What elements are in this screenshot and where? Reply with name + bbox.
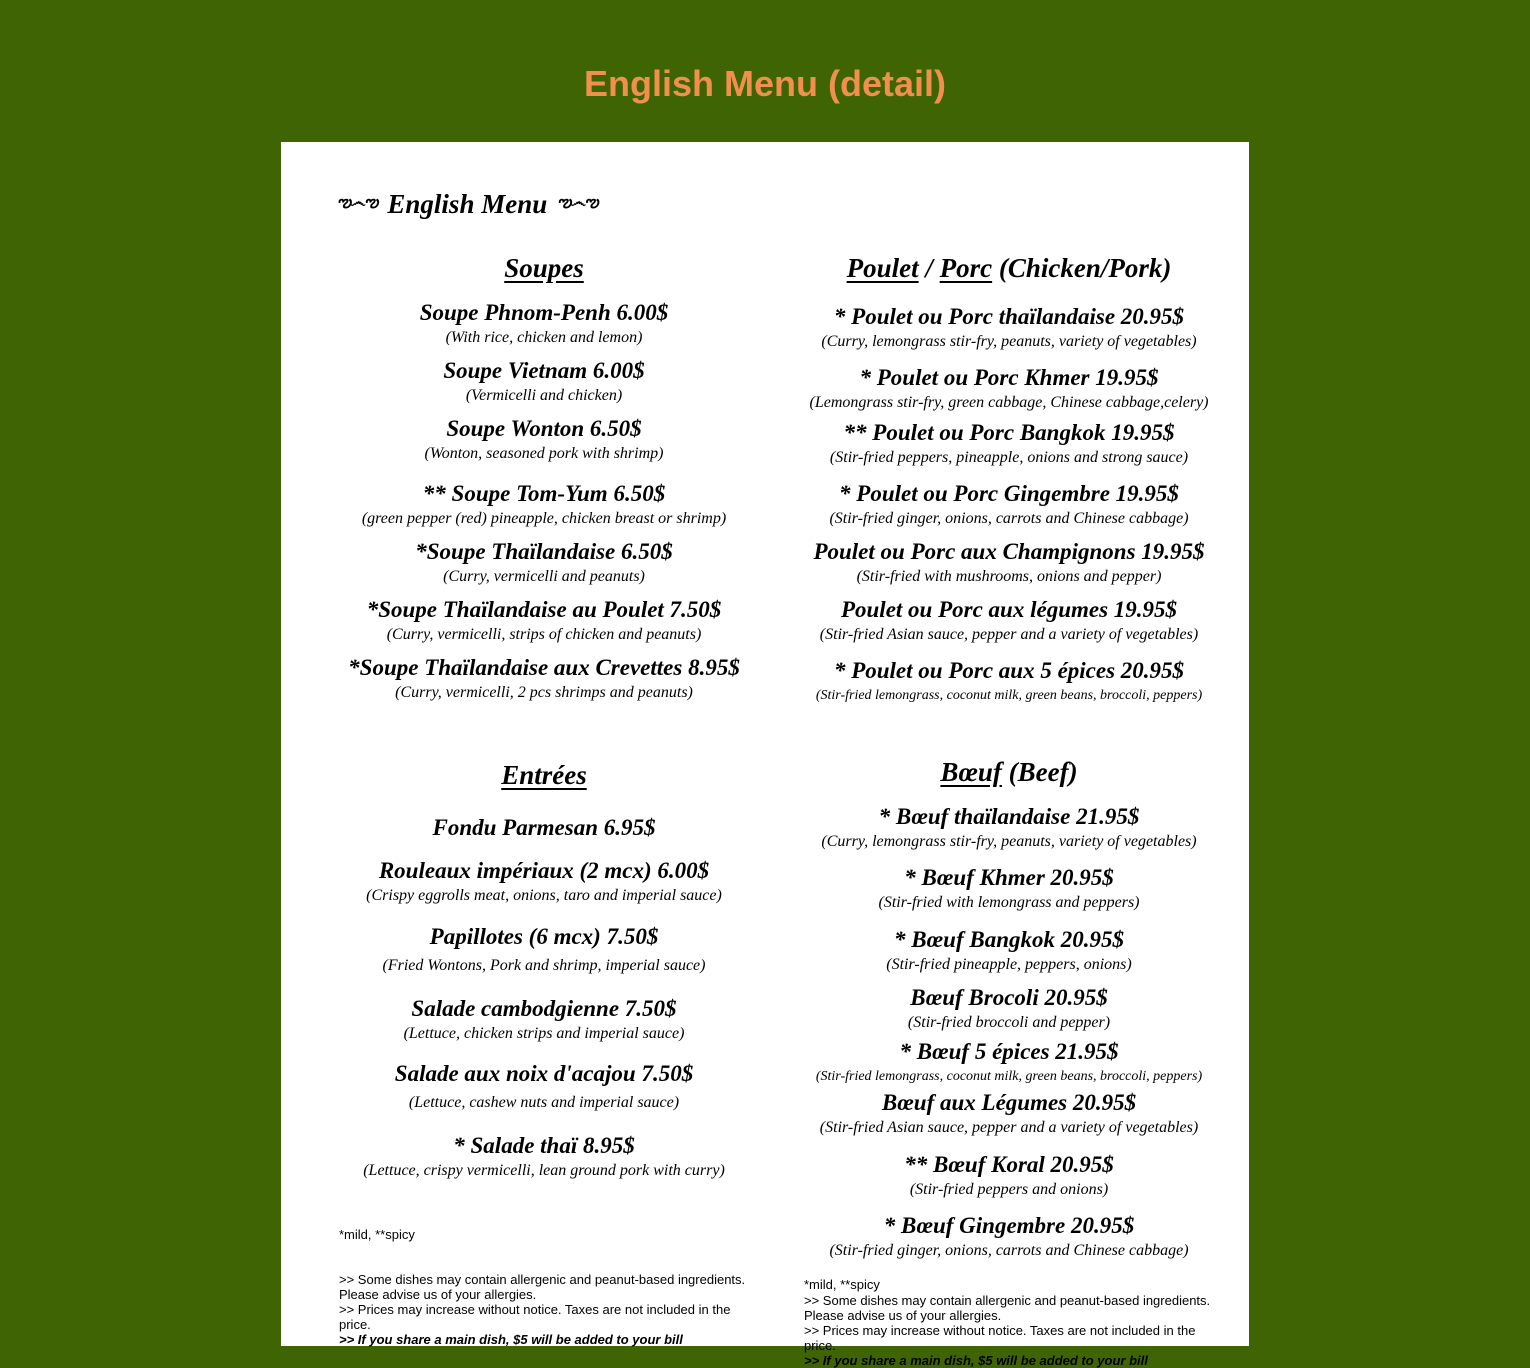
menu-item — [789, 864, 1229, 914]
item-desc: (Curry, vermicelli, strips of chicken and peanuts) — [386, 626, 702, 643]
item-name: *Soupe Thaïlandaise aux Crevettes 8.95$ — [348, 655, 740, 680]
item-desc: (Curry, vermicelli and peanuts) — [443, 568, 645, 585]
item-desc: (Stir-fried peppers and onions) — [909, 1181, 1109, 1198]
item-name: Poulet ou Porc aux légumes 19.95$ — [840, 597, 1178, 622]
item-desc: (Crispy eggrolls meat, onions, taro and imperial sauce) — [366, 887, 722, 904]
item-desc: (Stir-fried with mushrooms, onions and pepper) — [856, 568, 1162, 585]
item-name: Poulet ou Porc aux Champignons 19.95$ — [813, 539, 1205, 564]
item-name: *Soupe Thaïlandaise 6.50$ — [415, 539, 673, 564]
item-name: * Bœuf thaïlandaise 21.95$ — [878, 804, 1140, 829]
menu-item — [789, 538, 1229, 588]
note-allergy: >> Some dishes may contain allergenic and peanut-based ingredients. Please advise us of your allergies. — [804, 1293, 1211, 1323]
item-name: ** Soupe Tom-Yum 6.50$ — [422, 481, 666, 506]
menu-item — [789, 419, 1229, 469]
item-name: Salade aux noix d'acajou 7.50$ — [394, 1061, 694, 1086]
menu-item — [339, 357, 749, 407]
item-name: * Poulet ou Porc Gingembre 19.95$ — [839, 481, 1179, 506]
item-desc: (Curry, lemongrass stir-fry, peanuts, variety of vegetables) — [821, 333, 1197, 350]
menu-item — [339, 299, 749, 349]
section-title-soupes: Soupes — [504, 253, 584, 283]
menu-item — [339, 995, 749, 1045]
item-name: * Bœuf 5 épices 21.95$ — [899, 1039, 1119, 1064]
menu-item — [339, 857, 749, 907]
menu-item — [339, 596, 749, 646]
spice-legend-left: *mild, **spicy — [339, 1227, 415, 1242]
ornament-right-icon: ఌ෴ఌ — [557, 194, 598, 211]
item-desc: (Stir-fried ginger, onions, carrots and Chinese cabbage) — [829, 1242, 1189, 1259]
menu-item — [789, 596, 1229, 646]
item-name: *Soupe Thaïlandaise au Poulet 7.50$ — [366, 597, 722, 622]
item-desc: (Lettuce, crispy vermicelli, lean ground pork with curry) — [363, 1162, 725, 1179]
menu-item — [339, 654, 749, 704]
item-name: * Bœuf Bangkok 20.95$ — [893, 927, 1125, 952]
item-name: ** Poulet ou Porc Bangkok 19.95$ — [843, 420, 1175, 445]
menu-item — [789, 657, 1229, 707]
item-desc: (Stir-fried Asian sauce, pepper and a variety of vegetables) — [819, 626, 1199, 643]
right-column — [789, 142, 1229, 1346]
menu-item — [339, 415, 749, 465]
item-name: * Salade thaï 8.95$ — [453, 1133, 635, 1158]
item-name: Soupe Vietnam 6.00$ — [443, 358, 645, 383]
item-desc: (Wonton, seasoned pork with shrimp) — [424, 445, 664, 462]
item-desc: (Stir-fried broccoli and pepper) — [907, 1014, 1111, 1031]
item-name: Papillotes (6 mcx) 7.50$ — [429, 924, 659, 949]
menu-item — [789, 1212, 1229, 1262]
section-title-entrees: Entrées — [501, 760, 587, 790]
section-title-boeuf: Bœuf (Beef) — [940, 757, 1078, 787]
note-share: >> If you share a main dish, $5 will be added to your bill — [804, 1353, 1148, 1368]
menu-item — [339, 538, 749, 588]
item-desc: (Vermicelli and chicken) — [465, 387, 623, 404]
item-name: Salade cambodgienne 7.50$ — [411, 996, 677, 1021]
page-heading: English Menu (detail) — [583, 63, 946, 104]
menu-item — [789, 364, 1229, 414]
item-desc: (Stir-fried peppers, pineapple, onions and strong sauce) — [829, 449, 1189, 466]
item-name: Soupe Phnom-Penh 6.00$ — [419, 300, 669, 325]
menu-item — [789, 303, 1229, 353]
item-desc: (Stir-fried pineapple, peppers, onions) — [886, 956, 1132, 973]
menu-item — [339, 1060, 749, 1114]
item-desc: (Stir-fried lemongrass, coconut milk, green beans, broccoli, peppers) — [815, 1069, 1203, 1084]
item-desc: (Fried Wontons, Pork and shrimp, imperial sauce) — [382, 957, 706, 974]
item-desc: (Lettuce, chicken strips and imperial sauce) — [403, 1025, 685, 1042]
notes-left — [339, 1272, 749, 1347]
item-name: * Poulet ou Porc aux 5 épices 20.95$ — [833, 658, 1185, 683]
section-title-poulet-porc: Poulet / Porc (Chicken/Pork) — [846, 253, 1172, 283]
item-desc: (Lettuce, cashew nuts and imperial sauce) — [408, 1094, 680, 1111]
item-name: ** Bœuf Koral 20.95$ — [904, 1152, 1114, 1177]
item-name: Soupe Wonton 6.50$ — [446, 416, 642, 441]
menu-item — [789, 1089, 1229, 1139]
menu-item — [789, 803, 1229, 853]
item-desc: (Curry, vermicelli, 2 pcs shrimps and peanuts) — [395, 684, 693, 701]
item-name: * Bœuf Gingembre 20.95$ — [883, 1213, 1135, 1238]
item-name: * Poulet ou Porc Khmer 19.95$ — [859, 365, 1159, 390]
note-prices: >> Prices may increase without notice. Taxes are not included in the price. — [804, 1323, 1196, 1353]
left-column — [339, 142, 749, 1346]
ornament-left-icon: ఌ෴ఌ — [337, 194, 378, 211]
menu-item — [339, 480, 749, 530]
note-prices: >> Prices may increase without notice. Taxes are not included in the price. — [339, 1302, 731, 1332]
menu-item — [789, 480, 1229, 530]
menu-item — [789, 1151, 1229, 1201]
menu-title-text: English Menu — [387, 188, 548, 219]
notes-right — [804, 1293, 1214, 1368]
menu-item — [339, 1132, 749, 1182]
item-name: Rouleaux impériaux (2 mcx) 6.00$ — [378, 858, 710, 883]
menu-item — [339, 923, 749, 977]
menu-item — [789, 1038, 1229, 1088]
menu-item — [789, 984, 1229, 1034]
item-desc: (green pepper (red) pineapple, chicken breast or shrimp) — [361, 510, 727, 527]
item-name: * Bœuf Khmer 20.95$ — [904, 865, 1114, 890]
item-desc: (Lemongrass stir-fry, green cabbage, Chinese cabbage,celery) — [809, 394, 1209, 411]
item-name: Bœuf Brocoli 20.95$ — [910, 985, 1108, 1010]
item-desc: (Stir-fried lemongrass, coconut milk, green beans, broccoli, peppers) — [815, 688, 1203, 703]
menu-item — [789, 926, 1229, 976]
item-desc: (Curry, lemongrass stir-fry, peanuts, variety of vegetables) — [821, 833, 1197, 850]
item-desc: (Stir-fried ginger, onions, carrots and Chinese cabbage) — [829, 510, 1189, 527]
item-name: Bœuf aux Légumes 20.95$ — [881, 1090, 1137, 1115]
item-desc: (Stir-fried Asian sauce, pepper and a variety of vegetables) — [819, 1119, 1199, 1136]
item-desc: (Stir-fried with lemongrass and peppers) — [878, 894, 1140, 911]
spice-legend-right: *mild, **spicy — [804, 1277, 880, 1292]
note-allergy: >> Some dishes may contain allergenic and peanut-based ingredients. Please advise us of your allergies. — [339, 1272, 746, 1302]
note-share: >> If you share a main dish, $5 will be added to your bill — [339, 1332, 683, 1347]
item-desc: (With rice, chicken and lemon) — [445, 329, 643, 346]
item-name: Fondu Parmesan 6.95$ — [432, 815, 656, 840]
menu-item — [339, 814, 749, 842]
item-name: * Poulet ou Porc thaïlandaise 20.95$ — [833, 304, 1185, 329]
menu-sheet — [281, 142, 1249, 1368]
